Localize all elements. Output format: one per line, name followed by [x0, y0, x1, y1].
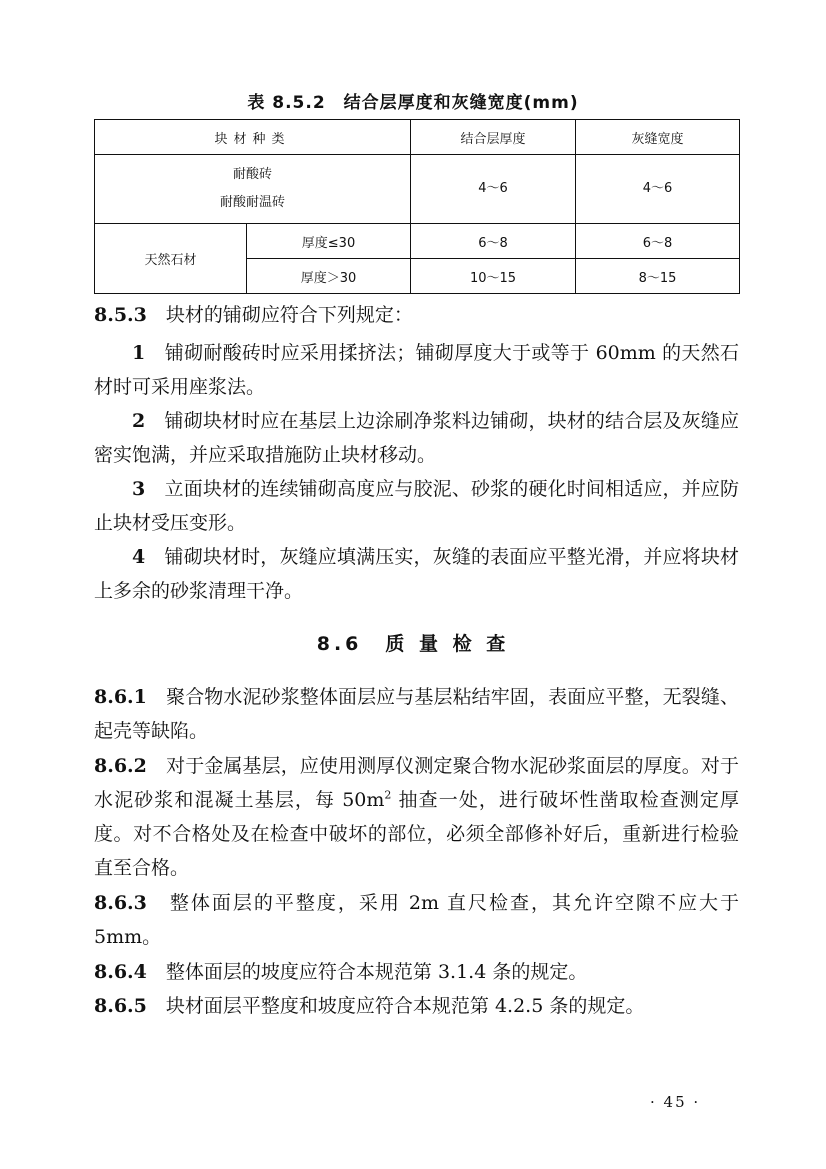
- item-number: 3: [132, 478, 146, 500]
- clause-number: 8.6.3: [94, 892, 147, 914]
- list-item: [94, 472, 739, 540]
- item-number: 2: [132, 410, 146, 432]
- clause-text: 聚合物水泥砂浆整体面层应与基层粘结牢固，表面应平整，无裂缝、起壳等缺陷。: [94, 686, 739, 742]
- header-material: 块材种类: [95, 120, 411, 155]
- section-heading: 8.6 质 量 检 查: [316, 633, 510, 655]
- thickness-cell: 6～8: [411, 224, 576, 259]
- width-cell: 6～8: [576, 224, 740, 259]
- subcategory-cell: 厚度＞30: [247, 259, 411, 294]
- material-name: 耐酸砖: [233, 167, 273, 182]
- width-cell: 8～15: [576, 259, 740, 294]
- item-text: 铺砌块材时，灰缝应填满压实，灰缝的表面应平整光滑，并应将块材上多余的砂浆清理干净。: [94, 546, 739, 602]
- list-item: [94, 404, 739, 472]
- clause-8-6-3: [94, 886, 739, 954]
- clause-number: 8.6.2: [94, 755, 147, 777]
- thickness-cell: 4～6: [411, 155, 576, 224]
- material-cell: 天然石材: [95, 224, 247, 294]
- clause-text-part: 抽查一处，进行破坏性凿取检查测定厚度。对不合格处及在检查中破坏的部位，必须全部修补好后，重新进行检验直至合格。: [94, 789, 740, 879]
- list-item: [94, 540, 739, 608]
- header-width: 灰缝宽度: [576, 120, 740, 155]
- item-text: 铺砌块材时应在基层上边涂刷净浆料边铺砌，块材的结合层及灰缝应密实饱满，并应采取措施防止块材移动。: [94, 410, 739, 466]
- subcategory-cell: 厚度≤30: [247, 224, 411, 259]
- material-cell: [95, 155, 411, 224]
- header-thickness: 结合层厚度: [411, 120, 576, 155]
- table-row: [95, 155, 740, 224]
- superscript: 2: [384, 788, 392, 802]
- clause-8-6-2: [94, 749, 739, 885]
- item-number: 1: [132, 342, 146, 364]
- item-number: 4: [132, 546, 146, 568]
- width-cell: 4～6: [576, 155, 740, 224]
- clause-text-part: 对于金属基层，应使用测厚仪测定聚合物水泥砂浆面层的厚度。对于水泥砂浆和混凝土基层，每 50m: [94, 755, 739, 811]
- clause-number: 8.5.3: [94, 304, 147, 326]
- table-title: 表 8.5.2 结合层厚度和灰缝宽度(mm): [247, 93, 579, 113]
- material-name: 耐酸耐温砖: [220, 195, 286, 210]
- clause-text: 整体面层的平整度，采用 2m 直尺检查，其允许空隙不应大于 5mm。: [94, 892, 739, 948]
- clause-text: 块材的铺砌应符合下列规定：: [165, 304, 413, 326]
- table-header-row: [95, 120, 740, 155]
- clause-number: 8.6.4: [94, 961, 147, 983]
- clause-8-6-4: [94, 955, 739, 989]
- clause-8-6-1: [94, 680, 739, 748]
- page-number: · 45 ·: [650, 1093, 701, 1111]
- table-row: [95, 224, 740, 259]
- item-text: 铺砌耐酸砖时应采用揉挤法；铺砌厚度大于或等于 60mm 的天然石材时可采用座浆法。: [94, 342, 739, 398]
- clause-text: 整体面层的坡度应符合本规范第 3.1.4 条的规定。: [165, 961, 588, 983]
- clause-number: 8.6.1: [94, 686, 147, 708]
- thickness-cell: 10～15: [411, 259, 576, 294]
- list-item: [94, 336, 739, 404]
- clause-number: 8.6.5: [94, 995, 147, 1017]
- clause-text: 块材面层平整度和坡度应符合本规范第 4.2.5 条的规定。: [165, 995, 645, 1017]
- thickness-width-table: [94, 119, 740, 294]
- item-text: 立面块材的连续铺砌高度应与胶泥、砂浆的硬化时间相适应，并应防止块材受压变形。: [94, 478, 739, 534]
- clause-8-6-5: [94, 989, 739, 1023]
- clause-8-5-3: [94, 298, 739, 332]
